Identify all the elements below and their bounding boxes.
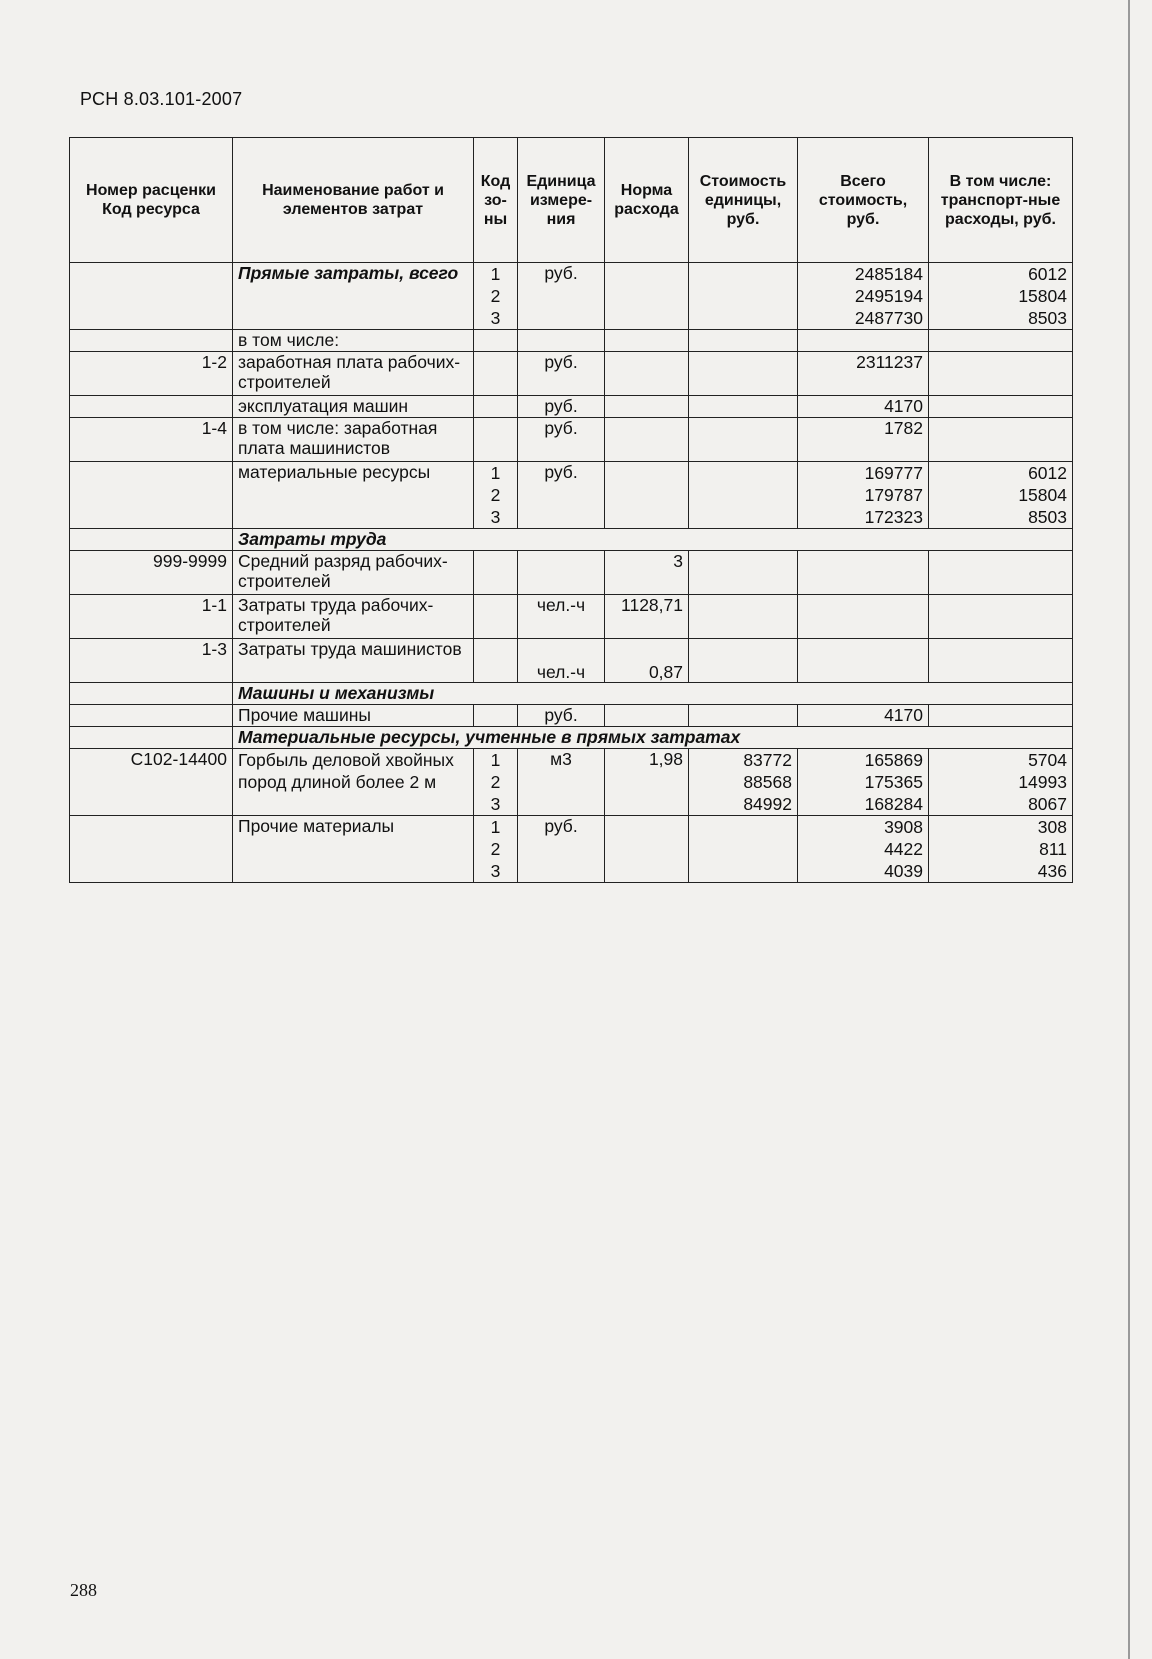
- section-title: Затраты труда: [233, 529, 1073, 551]
- col-header-norm: Норма расхода: [605, 138, 689, 263]
- row-unit: чел.-ч: [518, 639, 605, 683]
- row-name: в том числе: заработная плата машинистов: [233, 418, 474, 462]
- col-header-code: Номер расценки Код ресурса: [70, 138, 233, 263]
- table-row: [70, 396, 1073, 418]
- row-transport: 6012 15804 8503: [929, 263, 1073, 330]
- row-transport: 6012 15804 8503: [929, 462, 1073, 529]
- row-name: Средний разряд рабочих-строителей: [233, 551, 474, 595]
- row-name: Прочие материалы: [233, 816, 474, 883]
- row-unit: руб.: [518, 263, 605, 330]
- row-unit: руб.: [518, 462, 605, 529]
- zone-codes: 1 2 3: [474, 749, 518, 816]
- page-edge: [1128, 0, 1130, 1659]
- table-row: [70, 551, 1073, 595]
- row-name: в том числе:: [233, 330, 474, 352]
- row-name: материальные ресурсы: [233, 462, 474, 529]
- row-total: 2311237: [798, 352, 929, 396]
- row-name: Прямые затраты, всего: [233, 263, 474, 330]
- col-header-total: Всего стоимость, руб.: [798, 138, 929, 263]
- table-row: [70, 595, 1073, 639]
- zone-codes: 1 2 3: [474, 263, 518, 330]
- document-code: РСН 8.03.101-2007: [80, 89, 243, 109]
- row-unit: руб.: [518, 705, 605, 727]
- row-total: 1782: [798, 418, 929, 462]
- table-row: [70, 816, 1073, 883]
- row-code: 1-3: [70, 639, 233, 683]
- row-norm: 0,87: [605, 639, 689, 683]
- header-row: [70, 138, 1073, 263]
- row-code: 1-1: [70, 595, 233, 639]
- col-header-transport: В том числе: транспорт-ные расходы, руб.: [929, 138, 1073, 263]
- row-total: 3908 4422 4039: [798, 816, 929, 883]
- row-total: 4170: [798, 396, 929, 418]
- row-transport: 308 811 436: [929, 816, 1073, 883]
- row-code: 999-9999: [70, 551, 233, 595]
- section-row: [70, 683, 1073, 705]
- row-norm: 1128,71: [605, 595, 689, 639]
- row-transport: 5704 14993 8067: [929, 749, 1073, 816]
- row-code: С102-14400: [70, 749, 233, 816]
- row-unit: руб.: [518, 352, 605, 396]
- section-title: Материальные ресурсы, учтенные в прямых затратах: [233, 727, 1073, 749]
- zone-codes: 1 2 3: [474, 462, 518, 529]
- row-total: 169777 179787 172323: [798, 462, 929, 529]
- row-total: 4170: [798, 705, 929, 727]
- zone-codes: 1 2 3: [474, 816, 518, 883]
- row-total: 165869 175365 168284: [798, 749, 929, 816]
- table-row: [70, 418, 1073, 462]
- table-row: [70, 749, 1073, 816]
- table-row: [70, 462, 1073, 529]
- table-row: [70, 330, 1073, 352]
- row-code: 1-2: [70, 352, 233, 396]
- col-header-unit-cost: Стоимость единицы, руб.: [689, 138, 798, 263]
- table-row: [70, 705, 1073, 727]
- row-norm: 3: [605, 551, 689, 595]
- section-row: [70, 529, 1073, 551]
- row-unit-cost: 83772 88568 84992: [689, 749, 798, 816]
- row-name: эксплуатация машин: [233, 396, 474, 418]
- table-row: [70, 352, 1073, 396]
- table-row: [70, 263, 1073, 330]
- row-name: Прочие машины: [233, 705, 474, 727]
- col-header-unit: Единица измере-ния: [518, 138, 605, 263]
- cost-norms-table: [69, 137, 1073, 883]
- row-name: Затраты труда машинистов: [233, 639, 474, 683]
- row-total: 2485184 2495194 2487730: [798, 263, 929, 330]
- row-name: заработная плата рабочих-строителей: [233, 352, 474, 396]
- section-row: [70, 727, 1073, 749]
- row-name: Затраты труда рабочих-строителей: [233, 595, 474, 639]
- table-row: [70, 639, 1073, 683]
- col-header-zone: Код зо-ны: [474, 138, 518, 263]
- row-code: 1-4: [70, 418, 233, 462]
- row-unit: м3: [518, 749, 605, 816]
- col-header-name: Наименование работ и элементов затрат: [233, 138, 474, 263]
- row-name: Горбыль деловой хвойных пород длиной более 2 м: [233, 749, 474, 816]
- row-unit: руб.: [518, 816, 605, 883]
- page-number: 288: [70, 1580, 97, 1600]
- section-title: Машины и механизмы: [233, 683, 1073, 705]
- row-unit: чел.-ч: [518, 595, 605, 639]
- row-unit: руб.: [518, 418, 605, 462]
- row-norm: 1,98: [605, 749, 689, 816]
- row-unit: руб.: [518, 396, 605, 418]
